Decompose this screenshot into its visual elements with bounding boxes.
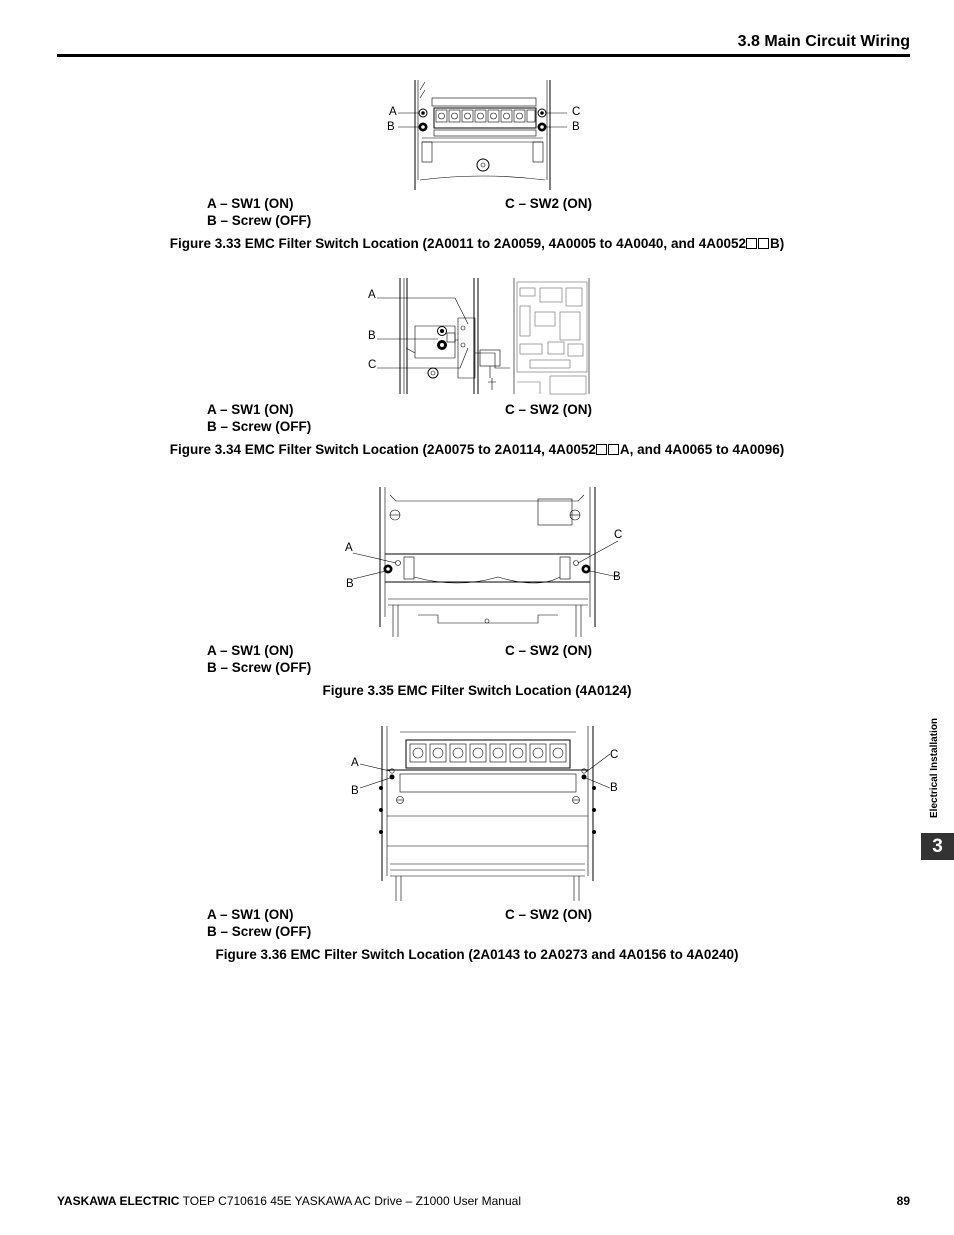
terminal-row [410, 744, 566, 762]
figure-3-35-drawing [378, 487, 600, 637]
callout-b: B [572, 121, 580, 133]
legend-screw: B – Screw (OFF) [207, 419, 312, 434]
callout-b: B [368, 330, 376, 342]
control-board [517, 282, 587, 394]
legend-sw2: C – SW2 (ON) [505, 643, 593, 658]
legend-sw1: A – SW1 (ON) [207, 196, 294, 211]
side-tab-label: Electrical Installation [929, 717, 940, 818]
legend-sw2: C – SW2 (ON) [505, 196, 593, 211]
callout-c: C [610, 749, 619, 761]
section-title: 3.8 Main Circuit Wiring [737, 33, 910, 50]
callout-b: B [610, 782, 618, 794]
callout-b: B [351, 785, 359, 797]
placeholder-box-icon [608, 444, 619, 455]
legend-screw: B – Screw (OFF) [207, 660, 312, 675]
footer-doc: TOEP C710616 45E YASKAWA AC Drive – Z1000 User Manual [179, 1194, 521, 1208]
figure-caption: Figure 3.34 EMC Filter Switch Location (2A0075 to 2A0114, 4A0052 A, and 4A0065 to 4A0096) [169, 442, 785, 457]
chapter-tab: 3 [921, 833, 954, 860]
legend-sw2: C – SW2 (ON) [505, 907, 593, 922]
callout-a: A [368, 289, 376, 301]
figure-3-36-drawing [380, 726, 600, 901]
figure-caption: Figure 3.33 EMC Filter Switch Location (2A0011 to 2A0059, 4A0005 to 4A0040, and 4A0052 B) [169, 236, 785, 251]
footer-text [57, 1194, 521, 1208]
legend-screw: B – Screw (OFF) [207, 924, 312, 939]
callout-a: A [345, 542, 353, 554]
callout-b: B [387, 121, 395, 133]
terminal-row [436, 110, 535, 122]
callout-a: A [351, 757, 359, 769]
callout-a: A [389, 106, 397, 118]
callout-c: C [614, 529, 623, 541]
header-rule [57, 54, 910, 57]
callout-b: B [346, 578, 354, 590]
placeholder-box-icon [596, 444, 607, 455]
side-bolts [379, 786, 596, 834]
placeholder-box-icon [758, 238, 769, 249]
placeholder-box-icon [746, 238, 757, 249]
legend-sw1: A – SW1 (ON) [207, 402, 294, 417]
callout-c: C [572, 106, 581, 118]
figure-caption: Figure 3.35 EMC Filter Switch Location (4A0124) [322, 683, 632, 698]
legend-sw2: C – SW2 (ON) [505, 402, 593, 417]
figure-3-34-drawing [380, 278, 595, 396]
callout-b: B [613, 571, 621, 583]
footer-brand: YASKAWA ELECTRIC [57, 1194, 180, 1208]
legend-sw1: A – SW1 (ON) [207, 643, 294, 658]
callout-c: C [368, 359, 377, 371]
page-number: 89 [896, 1194, 910, 1208]
legend-screw: B – Screw (OFF) [207, 213, 312, 228]
figure-3-33-drawing [380, 80, 600, 192]
figure-caption: Figure 3.36 EMC Filter Switch Location (2A0143 to 2A0273 and 4A0156 to 4A0240) [215, 947, 739, 962]
legend-sw1: A – SW1 (ON) [207, 907, 294, 922]
